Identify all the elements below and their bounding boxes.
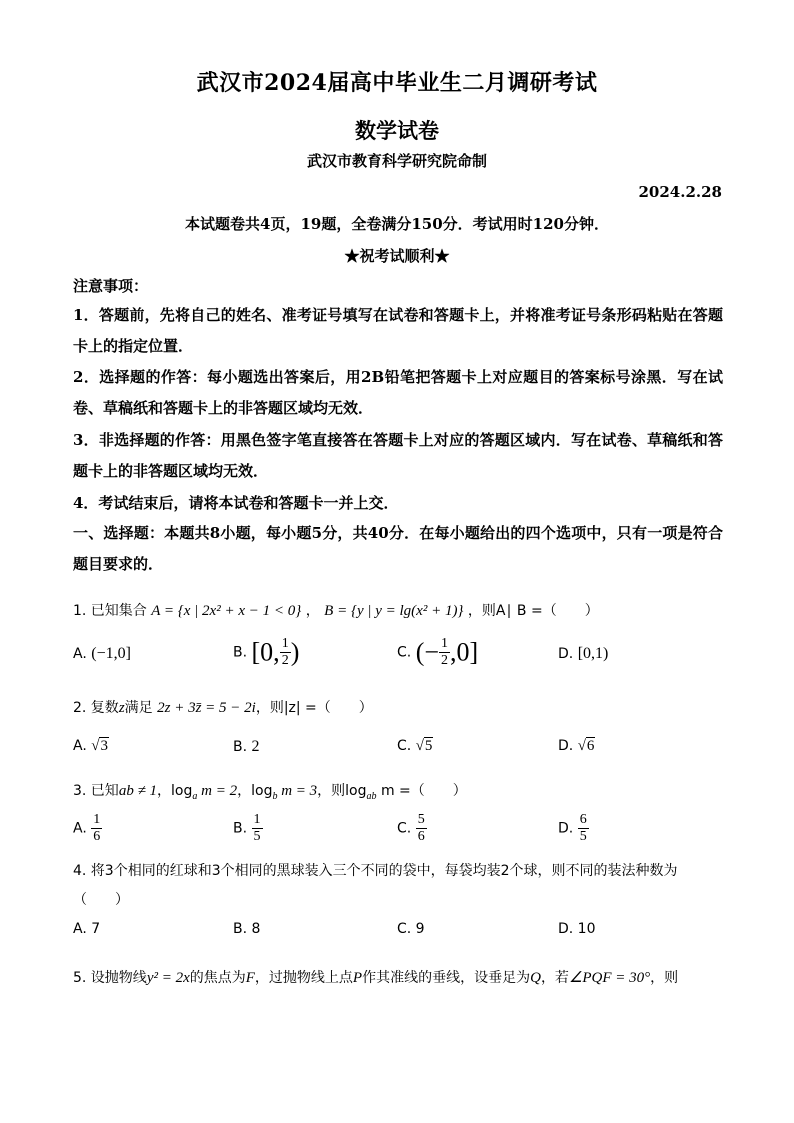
q3-prefix: 3. 已知 — [73, 783, 119, 799]
q5-text: 作其准线的垂线，设垂足为 — [362, 970, 531, 986]
radicand: 3 — [100, 738, 108, 754]
sqrt-value: √5 — [415, 738, 433, 754]
question-5 — [73, 967, 733, 987]
option-label: C. — [397, 738, 412, 754]
q2-option-b — [233, 738, 260, 756]
option-value: ) — [290, 637, 300, 667]
option-fraction — [439, 636, 450, 669]
option-fraction — [416, 812, 427, 845]
denominator: 2 — [281, 653, 289, 668]
q3-option-b — [233, 812, 263, 845]
q4-option-b: B. 8 — [233, 921, 261, 937]
q3-log-a-value: m = 2 — [197, 783, 238, 799]
log-base: ab — [366, 790, 377, 802]
option-label: D. — [558, 820, 574, 837]
notice-heading: 注意事项： — [73, 277, 149, 295]
log-base: b — [272, 790, 278, 802]
q5-parabola: y² = 2x — [146, 970, 190, 986]
q5-text: 的焦点为 — [189, 970, 246, 986]
option-label: A. — [73, 738, 87, 754]
radicand: 5 — [424, 738, 433, 754]
q3-option-a — [73, 812, 102, 845]
q1-option-d — [558, 645, 608, 663]
q1-set-a: A = {x | 2x² + x − 1 < 0} — [151, 603, 302, 619]
denominator: 6 — [93, 829, 101, 844]
q5-point: P — [352, 970, 363, 986]
numerator: 5 — [417, 812, 425, 827]
q1-prefix: 1. 已知集合 — [73, 603, 147, 619]
option-value: [0, — [251, 637, 280, 667]
q2-option-a — [73, 738, 109, 755]
q1-option-b — [233, 636, 299, 669]
question-4: 4. 将3个相同的红球和3个相同的黑球装入三个不同的袋中，每袋均装2个球，则不同的装法种数为 — [73, 863, 678, 879]
q5-text: ，若 — [540, 970, 569, 986]
option-value: [0,1) — [577, 645, 609, 662]
q5-foot: Q — [530, 970, 541, 986]
denominator: 5 — [253, 829, 261, 844]
numerator: 1 — [93, 812, 101, 827]
numerator: 6 — [579, 812, 587, 827]
option-label: B. — [233, 644, 248, 661]
q4-option-c: C. 9 — [397, 921, 425, 937]
numerator: 1 — [441, 636, 449, 651]
q1-option-a — [73, 645, 131, 663]
log-base: a — [192, 790, 198, 802]
q2-equation: 2z + 3z̄ = 5 − 2i — [157, 700, 256, 716]
exam-subtitle: 数学试卷 — [355, 118, 439, 143]
denominator: 2 — [441, 653, 449, 668]
q3-option-c — [397, 812, 427, 845]
q3-log-ab: ，则log — [317, 783, 367, 799]
q2-tail: ，则|z| =（ ） — [255, 700, 373, 716]
option-label: A. — [73, 646, 87, 662]
q5-focus: F — [245, 970, 255, 986]
numerator: 1 — [281, 636, 289, 651]
option-fraction — [91, 812, 102, 845]
q3-option-d — [558, 812, 589, 845]
sqrt-value: √6 — [577, 738, 595, 754]
good-luck-line: ★祝考试顺利★ — [344, 247, 450, 265]
q3-log-b-value: m = 3 — [277, 783, 318, 799]
sqrt-value: √3 — [91, 738, 108, 754]
exam-organization: 武汉市教育科学研究院命制 — [306, 152, 487, 170]
numerator: 1 — [253, 812, 261, 827]
q5-text: ，则 — [650, 970, 679, 986]
q3-tail: m =（ ） — [376, 783, 467, 799]
option-label: B. — [233, 739, 248, 755]
q5-text: 5. 设抛物线 — [73, 970, 147, 986]
exam-description: 本试题卷共4页，19题，全卷满分150分．考试用时120分钟． — [185, 215, 609, 233]
section-heading: 一、选择题：本题共8小题，每小题5分，共40分．在每小题给出的四个选项中，只有一项是符合题目要求的． — [73, 524, 723, 573]
q1-comma: ， — [305, 603, 320, 619]
q3-log-a: ，log — [157, 783, 193, 799]
option-value: (−1,0] — [91, 645, 131, 662]
q1-tail: ，则A∣ B =（ ） — [467, 603, 599, 619]
option-label: B. — [233, 820, 248, 837]
question-3 — [73, 780, 467, 802]
q2-option-c — [397, 738, 433, 755]
question-1 — [73, 600, 599, 620]
option-label: D. — [558, 738, 574, 754]
q2-z: z — [118, 700, 125, 716]
option-fraction — [280, 636, 291, 669]
q2-prefix: 2. 复数 — [73, 700, 119, 716]
option-label: C. — [397, 644, 412, 661]
q3-cond-1: ab ≠ 1 — [118, 783, 158, 799]
q4-paren: （ ） — [73, 892, 129, 908]
notice-item-1: 1．答题前，先将自己的姓名、准考证号填写在试卷和答题卡上，并将准考证号条形码粘贴在答题卡上的指定位置． — [73, 306, 723, 355]
q4-option-a: A. 7 — [73, 921, 101, 937]
denominator: 6 — [417, 829, 425, 844]
exam-date: 2024.2.28 — [638, 183, 722, 201]
exam-title: 武汉市2024届高中毕业生二月调研考试 — [196, 70, 598, 96]
option-fraction — [252, 812, 263, 845]
option-label: C. — [397, 820, 412, 837]
q1-set-b: B = {y | y = lg(x² + 1)} — [324, 603, 464, 619]
radicand: 6 — [586, 738, 595, 754]
notice-item-3: 3．非选择题的作答：用黑色签字笔直接答在答题卡上对应的答题区域内．写在试卷、草稿纸和答题卡上的非答题区域均无效． — [73, 431, 723, 480]
q3-log-b: ，log — [237, 783, 273, 799]
option-value: (− — [415, 637, 440, 667]
option-value: 2 — [251, 738, 260, 755]
option-fraction — [578, 812, 589, 845]
notice-item-2: 2．选择题的作答：每小题选出答案后，用2B铅笔把答题卡上对应题目的答案标号涂黑．写在试卷、草稿纸和答题卡上的非答题区域均无效． — [73, 368, 723, 417]
q2-option-d — [558, 738, 595, 755]
notice-item-4: 4．考试结束后，请将本试卷和答题卡一并上交． — [73, 494, 399, 512]
q1-option-c — [397, 636, 478, 669]
q5-angle: ∠PQF = 30° — [568, 970, 651, 986]
q2-mid: 满足 — [124, 700, 153, 716]
option-label: D. — [558, 646, 574, 662]
option-label: A. — [73, 820, 87, 837]
q5-text: ，过抛物线上点 — [254, 970, 353, 986]
question-2 — [73, 697, 373, 717]
denominator: 5 — [579, 829, 587, 844]
q4-option-d: D. 10 — [558, 921, 596, 937]
option-value: ,0] — [450, 637, 479, 667]
